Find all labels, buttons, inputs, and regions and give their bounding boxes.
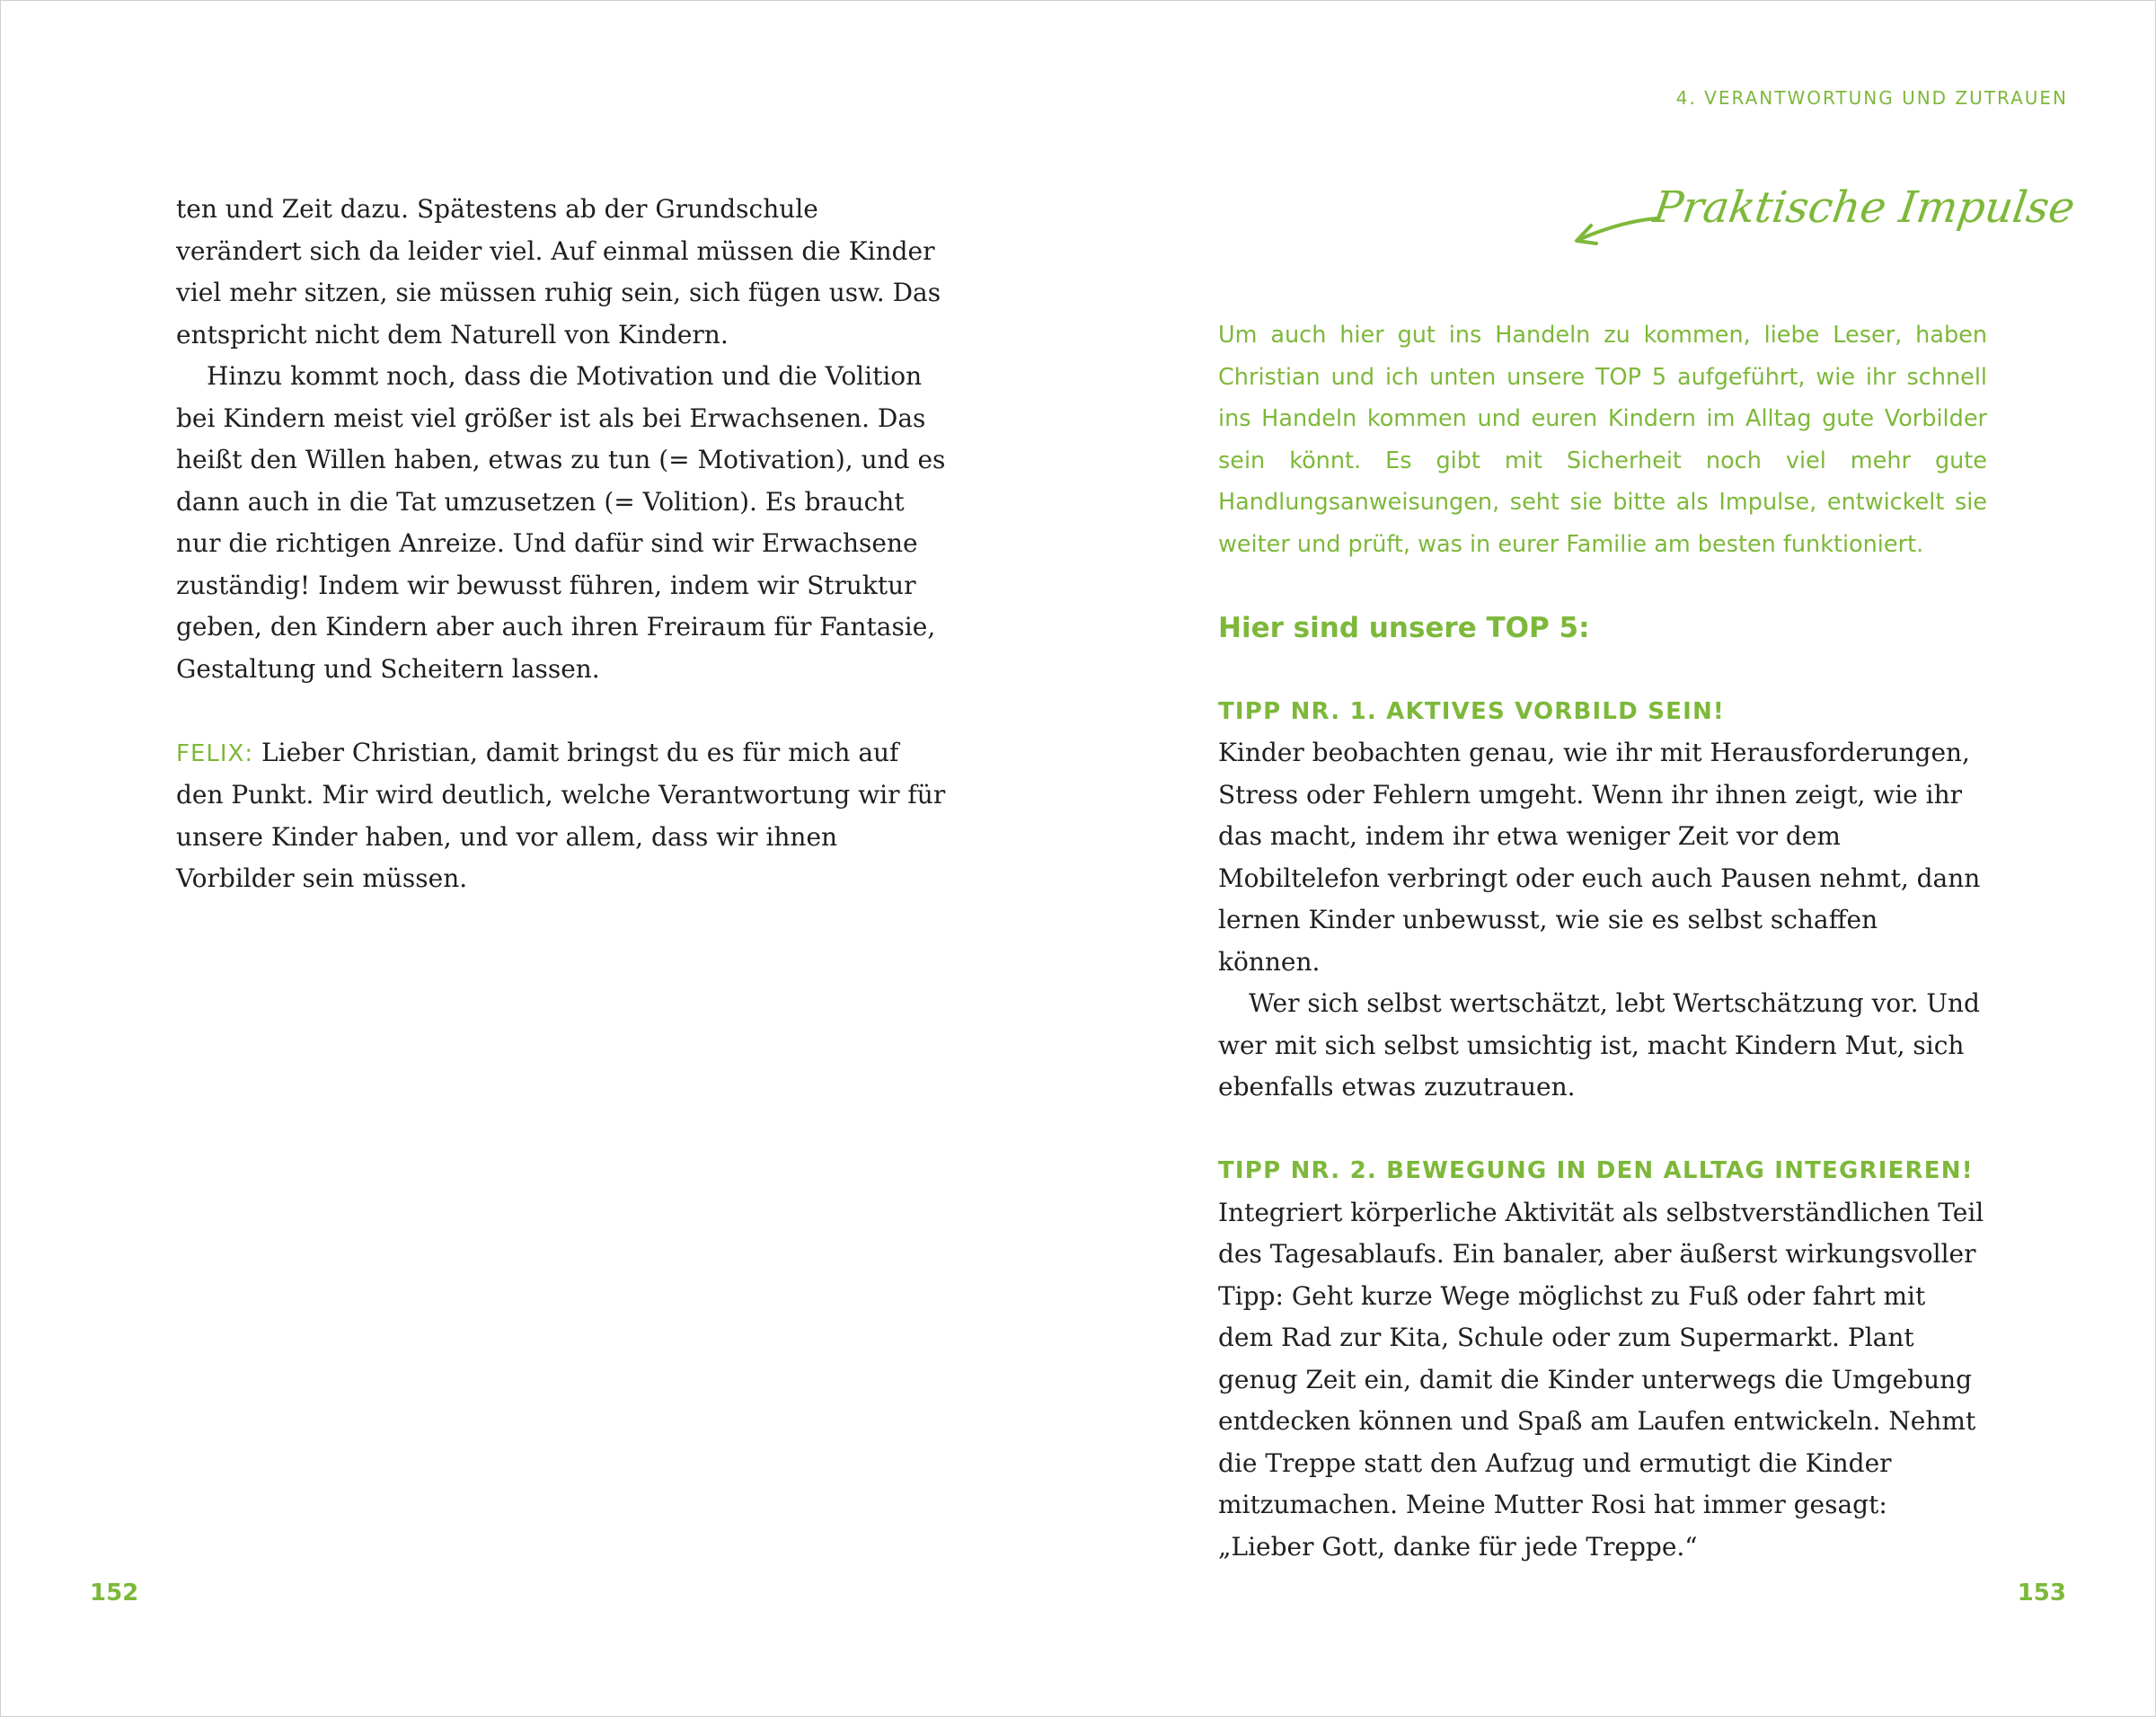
felix-text: Lieber Christian, damit bringst du es für mich auf den Punkt. Mir wird deutlich, welche Verantwortung wir für unsere Kinder haben, und vor allem, dass wir ihnen Vorbilder sein müssen. — [176, 737, 946, 893]
speaker-label: FELIX: — [176, 739, 254, 767]
intro-text — [1218, 314, 1987, 565]
section-heading — [1571, 181, 2078, 261]
tip-heading: TIPP NR. 2. BEWEGUNG IN DEN ALLTAG INTEGRIEREN! — [1218, 1157, 1974, 1184]
arrow-left-icon — [1571, 208, 1661, 252]
tip-heading: TIPP NR. 1. AKTIVES VORBILD SEIN! — [1218, 697, 1725, 725]
page-number-left: 152 — [90, 1580, 139, 1606]
left-page — [1, 1, 1078, 1716]
tip-body — [1218, 732, 1987, 1109]
page-number-right: 153 — [2017, 1580, 2066, 1606]
paragraph: ten und Zeit dazu. Spätestens ab der Grundschule verändert sich da leider viel. Auf einmal müssen die Kinder viel mehr sitzen, sie müssen ruhig sein, sich fügen usw. Das entspricht nicht dem Naturell von Kindern. — [176, 194, 941, 350]
section-title: Praktische Impulse — [1649, 182, 2078, 233]
top5-heading: Hier sind unsere TOP 5: — [1218, 611, 1590, 644]
right-page — [1078, 1, 2155, 1716]
running-head: 4. VERANTWORTUNG UND ZUTRAUEN — [1675, 87, 2068, 109]
paragraph: Kinder beobachten genau, wie ihr mit Herausforderungen, Stress oder Fehlern umgeht. Wenn ihr ihnen zeigt, wie ihr das macht, indem ihr etwa weniger Zeit vor dem Mobiltelefon verbringt oder euch auch Pausen nehmt, dann lernen Kinder unbewusst, wie sie es selbst schaffen können. — [1218, 738, 1981, 977]
tip-body — [1218, 1192, 1987, 1569]
left-body — [176, 189, 949, 900]
felix-paragraph — [176, 732, 949, 900]
paragraph: Wer sich selbst wertschätzt, lebt Wertschätzung vor. Und wer mit sich selbst umsichtig ist, macht Kindern Mut, sich ebenfalls etwas zuzutrauen. — [1218, 988, 1980, 1102]
paragraph: Integriert körperliche Aktivität als selbstverständlichen Teil des Tagesablaufs. Ein banaler, aber äußerst wirkungsvoller Tipp: Geht kurze Wege möglichst zu Fuß oder fahrt mit dem Rad zur Kita, Schule oder zum Supermarkt. Plant genug Zeit ein, damit die Kinder unterwegs die Umgebung entdecken können und Spaß am Laufen entwickeln. Nehmt die Treppe statt den Aufzug und ermutigt die Kinder mitzumachen. Meine Mutter Rosi hat immer gesagt: „Lieber Gott, danke für jede Treppe.“ — [1218, 1197, 1984, 1562]
right-body — [1218, 314, 1987, 1568]
paragraph: Hinzu kommt noch, dass die Motivation und die Volition bei Kindern meist viel größer ist als bei Erwachsenen. Das heißt den Willen haben, etwas zu tun (= Motivation), und es dann auch in die Tat umzusetzen (= Volition). Es braucht nur die richtigen Anreize. Und dafür sind wir Erwachsene zuständig! Indem wir bewusst führen, indem wir Struktur geben, den Kindern aber auch ihren Freiraum für Fantasie, Gestaltung und Scheitern lassen. — [176, 361, 946, 684]
intro-paragraph: Um auch hier gut ins Handeln zu kommen, liebe Leser, haben Christian und ich unten unsere TOP 5 aufgeführt, wie ihr schnell ins Handeln kommen und euren Kindern im Alltag gute Vorbilder sein könnt. Es gibt mit Sicherheit noch viel mehr gute Handlungsanweisungen, seht sie bitte als Impulse, entwickelt sie weiter und prüft, was in eurer Familie am besten funktioniert. — [1218, 322, 1987, 558]
